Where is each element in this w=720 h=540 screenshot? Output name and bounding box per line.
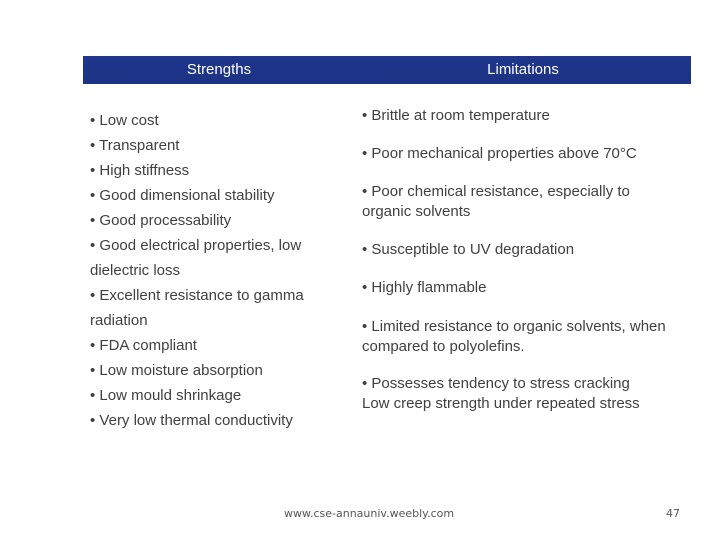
- limitation-line: • Poor chemical resistance, especially to: [362, 183, 630, 200]
- limitation-item: [362, 106, 682, 126]
- strength-line: • Good dimensional stability: [90, 187, 275, 204]
- strength-line: • Low moisture absorption: [90, 362, 263, 379]
- limitation-line: • Brittle at room temperature: [362, 107, 550, 124]
- strength-line: • Good processability: [90, 212, 232, 229]
- strength-line: • Excellent resistance to gamma: [90, 287, 304, 304]
- limitation-line: • Limited resistance to organic solvents, when: [362, 318, 666, 335]
- footer-url: www.cse-annauniv.weebly.com: [284, 507, 455, 520]
- limitation-line: compared to polyolefins.: [362, 338, 525, 355]
- limitation-line: • Possesses tendency to stress cracking: [362, 375, 630, 392]
- limitation-item: [362, 317, 682, 357]
- limitations-header: Limitations: [487, 61, 559, 78]
- strength-line: • Transparent: [90, 137, 180, 154]
- limitation-line: organic solvents: [362, 203, 471, 220]
- limitation-item: [362, 240, 682, 260]
- table-header-bar: [83, 56, 691, 84]
- strength-line: • High stiffness: [90, 162, 190, 179]
- strength-line: • Low mould shrinkage: [90, 387, 242, 404]
- limitation-line: • Susceptible to UV degradation: [362, 241, 575, 258]
- strengths-header: Strengths: [186, 61, 252, 78]
- limitation-item: [362, 374, 682, 414]
- limitation-line: Low creep strength under repeated stress: [362, 395, 640, 412]
- limitation-line: • Highly flammable: [362, 279, 487, 296]
- limitation-line: • Poor mechanical properties above 70°C: [362, 145, 637, 162]
- strength-line: radiation: [90, 312, 148, 329]
- page-number: 47: [666, 507, 680, 520]
- strength-line: • FDA compliant: [90, 337, 197, 354]
- strength-line: • Good electrical properties, low: [90, 237, 302, 254]
- limitation-item: [362, 144, 682, 164]
- limitation-item: [362, 182, 682, 222]
- strength-line: dielectric loss: [90, 262, 181, 279]
- strengths-column: [90, 108, 330, 433]
- strength-line: • Low cost: [90, 112, 159, 129]
- strength-line: • Very low thermal conductivity: [90, 412, 293, 429]
- limitation-item: [362, 278, 682, 298]
